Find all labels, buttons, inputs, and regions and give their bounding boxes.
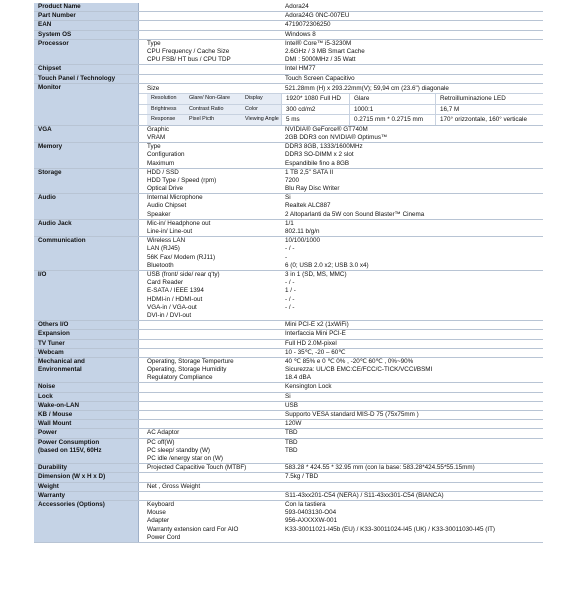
spec-row <box>34 31 543 40</box>
spec-label: Type <box>147 143 161 151</box>
spec-line <box>139 374 543 382</box>
spec-row <box>34 330 543 339</box>
spec-category: Wall Mount <box>34 420 139 428</box>
spec-value: S11-43xx201-C54 (NERA) / S11-43xx301-C54 (BIANCA) <box>285 491 444 499</box>
spec-line <box>139 143 543 151</box>
spec-values <box>139 330 543 338</box>
spec-line <box>139 383 543 391</box>
spec-table <box>34 3 543 543</box>
monitor-grid-value: Retroilluminazione LED <box>435 94 543 104</box>
spec-value: 2 Altoparlanti da 5W con Sound Blaster™ Cinema <box>285 210 425 218</box>
spec-line <box>139 40 543 48</box>
spec-values <box>139 12 543 20</box>
monitor-grid-key: Display <box>241 94 281 104</box>
spec-label: DVI-in / DVI-out <box>147 311 192 319</box>
spec-label: Type <box>147 39 161 47</box>
spec-line <box>139 304 543 312</box>
monitor-grid-key: Brightness <box>147 105 185 115</box>
spec-line <box>139 31 543 39</box>
spec-category: Chipset <box>34 65 139 73</box>
spec-label: Graphic <box>147 125 170 133</box>
spec-category: KB / Mouse <box>34 411 139 419</box>
spec-values <box>139 483 543 491</box>
spec-label: Power Cord <box>147 533 181 541</box>
spec-line <box>139 237 543 245</box>
spec-line <box>139 534 543 542</box>
spec-value: Sicurezza: UL/CB EMC:CE/FCC/C-TICK/VCCI/BSMI <box>285 366 433 374</box>
spec-value: 956-AXXXXW-001 <box>285 517 338 525</box>
monitor-grid-key: Viewing Angle <box>241 115 281 125</box>
spec-label <box>139 393 281 401</box>
spec-category: Dimension (W x H x D) <box>34 473 139 481</box>
spec-values <box>139 75 543 83</box>
spec-value: 7200 <box>285 176 300 184</box>
spec-category: Processor <box>34 40 139 65</box>
spec-line <box>139 321 543 329</box>
spec-value: - / - <box>285 295 295 303</box>
monitor-grid-key: Color <box>241 105 281 115</box>
spec-label: Net , Gross Weight <box>147 482 201 490</box>
spec-row <box>34 483 543 492</box>
spec-row <box>34 126 543 143</box>
spec-label: Optical Drive <box>147 185 184 193</box>
spec-value: Con la tastiera <box>285 501 326 509</box>
spec-row <box>34 194 543 220</box>
monitor-grid-value: 5 ms <box>281 115 349 125</box>
spec-values <box>139 21 543 29</box>
spec-value: 1 TB 2,5" SATA II <box>285 168 334 176</box>
spec-label: Warranty extension card For AIO <box>147 525 239 533</box>
spec-category: Webcam <box>34 349 139 357</box>
spec-value: - / - <box>285 279 295 287</box>
spec-line <box>139 185 543 193</box>
spec-label <box>139 420 281 428</box>
spec-line <box>139 48 543 56</box>
spec-line <box>139 21 543 29</box>
spec-label: AC Adaptor <box>147 429 180 437</box>
spec-row <box>34 12 543 21</box>
spec-line <box>139 177 543 185</box>
spec-values <box>139 126 543 142</box>
spec-line <box>139 3 543 11</box>
spec-label <box>139 473 281 481</box>
spec-line <box>139 160 543 168</box>
spec-value: 521.28mm (H) x 293.22mm(V); 59,94 cm (23.6") diagonale <box>285 84 449 92</box>
monitor-grid-key: Glare/ Non-Glare <box>185 94 241 104</box>
spec-label: CPU Frequency / Cache Size <box>147 48 230 55</box>
spec-label: Wireless LAN <box>147 237 186 245</box>
spec-value: 583.28 * 424.55 * 32.95 mm (con la base: 583.28*424.55*55.15mm) <box>285 464 475 472</box>
spec-line <box>139 169 543 177</box>
spec-line <box>139 134 543 142</box>
spec-category: Product Name <box>34 3 139 11</box>
spec-category: Part Number <box>34 12 139 20</box>
spec-line <box>139 483 543 491</box>
spec-value: Espandibile fino a 8GB <box>285 159 350 167</box>
spec-row <box>34 393 543 402</box>
spec-category: I/O <box>34 271 139 320</box>
spec-value: Kensington Lock <box>285 383 332 391</box>
spec-category: Storage <box>34 169 139 194</box>
spec-value <box>281 312 543 320</box>
spec-value: Supporto VESA standard MIS-D 75 (75x75mm ) <box>285 411 419 419</box>
spec-line <box>139 75 543 83</box>
spec-line <box>139 464 543 472</box>
spec-category: Warranty <box>34 492 139 500</box>
spec-value: DDR3 SO-DIMM x 2 slot <box>285 151 354 159</box>
spec-label <box>139 21 281 29</box>
monitor-grid-key: Response <box>147 115 185 125</box>
monitor-grid-value: 300 cd/m2 <box>281 105 349 115</box>
spec-row <box>34 40 543 66</box>
spec-value <box>281 455 543 463</box>
spec-line <box>139 262 543 270</box>
spec-line <box>139 439 543 447</box>
spec-category: Audio Jack <box>34 220 139 236</box>
spec-label: Line-in/ Line-out <box>147 228 193 236</box>
spec-row <box>34 492 543 501</box>
monitor-grid-value: 1920* 1080 Full HD <box>281 94 349 104</box>
spec-values <box>139 420 543 428</box>
monitor-grid-key: Resolution <box>147 94 185 104</box>
monitor-grid-value: 1000:1 <box>349 105 435 115</box>
spec-row <box>34 340 543 349</box>
spec-label <box>139 65 281 73</box>
spec-category: Monitor <box>34 84 139 125</box>
spec-value: Intel HM77 <box>285 65 316 73</box>
spec-values <box>139 321 543 329</box>
spec-label <box>139 3 281 11</box>
spec-category: Others I/O <box>34 321 139 329</box>
spec-line <box>139 296 543 304</box>
spec-value: Adora24 <box>285 3 309 10</box>
spec-line <box>139 411 543 419</box>
spec-value: 2.6GHz / 3 MB Smart Cache <box>285 48 365 55</box>
spec-line <box>139 473 543 481</box>
spec-row <box>34 420 543 429</box>
spec-line <box>139 420 543 428</box>
spec-line <box>139 220 543 228</box>
spec-row <box>34 349 543 358</box>
monitor-grid-value: 16,7 M <box>435 105 543 115</box>
spec-line <box>139 517 543 525</box>
spec-row <box>34 143 543 169</box>
spec-value: Touch Screen Capacitivo <box>285 74 355 82</box>
spec-value: 2GB DDR3 con NVIDIA® Optimus™ <box>285 133 388 141</box>
spec-label <box>139 75 281 83</box>
spec-label: PC idle /energy star on (W) <box>147 455 223 463</box>
monitor-grid-value: Glare <box>349 94 435 104</box>
spec-values <box>139 383 543 391</box>
spec-label: Speaker <box>147 210 171 218</box>
spec-values <box>139 143 543 168</box>
spec-label: 56K Fax/ Modem (RJ11) <box>147 253 216 261</box>
spec-label: PC off(W) <box>147 438 175 446</box>
spec-value <box>281 483 543 491</box>
spec-row <box>34 321 543 330</box>
spec-row <box>34 84 543 126</box>
spec-line <box>139 330 543 338</box>
spec-value: 40 ℃ 85% e 0 ℃ 0% , -20℃ 60℃ , 0%~90% <box>285 357 414 365</box>
spec-label: Projected Capacitive Touch (MTBF) <box>147 464 247 472</box>
spec-line <box>139 429 543 437</box>
spec-line <box>139 393 543 401</box>
spec-label: Bluetooth <box>147 261 174 269</box>
spec-label: Audio Chipset <box>147 202 187 210</box>
spec-category: Mechanical and Environmental <box>34 358 139 383</box>
spec-row <box>34 411 543 420</box>
spec-label <box>139 330 281 338</box>
monitor-grid-key: Contrast Ratio <box>185 105 241 115</box>
spec-label: VGA-in / VGA-out <box>147 303 197 311</box>
spec-values <box>139 169 543 194</box>
spec-category: Power Consumption (based on 115V, 60Hz <box>34 439 139 464</box>
spec-label <box>139 402 281 410</box>
spec-values <box>139 84 543 125</box>
spec-category: Weight <box>34 483 139 491</box>
spec-values <box>139 340 543 348</box>
spec-value: 7.5kg / TBD <box>285 473 319 481</box>
spec-value: 1/1 <box>285 219 294 227</box>
spec-value: Windows 8 <box>285 30 316 38</box>
spec-values <box>139 220 543 236</box>
spec-value: 6 (0; USB 2.0 x2; USB 3.0 x4) <box>285 261 369 269</box>
spec-category: Lock <box>34 393 139 401</box>
spec-value: TBD <box>285 446 298 454</box>
spec-label: Operating, Storage Temperture <box>147 357 234 365</box>
spec-value: Blu Ray Disc Writer <box>285 185 340 193</box>
spec-label: Configuration <box>147 151 185 159</box>
spec-category: System OS <box>34 31 139 39</box>
monitor-grid-value: 0.2715 mm * 0.2715 mm <box>349 115 435 125</box>
spec-values <box>139 501 543 542</box>
spec-value: TBD <box>285 429 298 437</box>
monitor-grid-value: 170° orizzontale, 160° verticale <box>435 115 543 125</box>
spec-values <box>139 271 543 320</box>
spec-values <box>139 393 543 401</box>
spec-line <box>139 455 543 463</box>
spec-value: 10/100/1000 <box>285 237 321 245</box>
spec-row <box>34 3 543 12</box>
spec-line <box>139 126 543 134</box>
spec-values <box>139 3 543 11</box>
spec-value: Mini PCI-E x2 (1xWiFi) <box>285 321 349 329</box>
spec-value: K33-30011021-I45b (EU) / K33-30011024-I45 (UK) / K33-30011030-I45 (IT) <box>285 525 496 533</box>
spec-value: TBD <box>285 438 298 446</box>
spec-category: Touch Panel / Technology <box>34 75 139 83</box>
spec-values <box>139 439 543 464</box>
spec-row <box>34 21 543 30</box>
spec-values <box>139 40 543 65</box>
spec-values <box>139 492 543 500</box>
spec-value: Realtek ALC887 <box>285 202 331 210</box>
spec-line <box>139 211 543 219</box>
spec-line <box>139 358 543 366</box>
spec-line <box>139 279 543 287</box>
spec-label: HDD / SSD <box>147 168 179 176</box>
spec-label: Card Reader <box>147 279 184 287</box>
spec-value: - / - <box>285 245 295 253</box>
spec-value: 593-0403130-O04 <box>285 509 337 517</box>
spec-value: - / - <box>285 303 295 311</box>
spec-values <box>139 237 543 270</box>
spec-label <box>139 349 281 357</box>
spec-label: HDMI-in / HDMI-out <box>147 295 203 303</box>
spec-value <box>281 534 543 542</box>
spec-value: Full HD 2.0M-pixel <box>285 339 337 347</box>
spec-label: USB (front/ side/ rear q'ty) <box>147 270 220 278</box>
spec-value: Interfaccia Mini PCI-E <box>285 330 346 338</box>
spec-line <box>139 194 543 202</box>
spec-values <box>139 464 543 472</box>
monitor-grid-row <box>139 93 543 104</box>
spec-label: Internal Microphone <box>147 194 203 202</box>
monitor-grid-row <box>139 114 543 125</box>
spec-category: Communication <box>34 237 139 270</box>
spec-label: VRAM <box>147 133 166 141</box>
spec-label <box>139 383 281 391</box>
spec-label: CPU FSB/ HT bus / CPU TDP <box>147 56 231 64</box>
spec-values <box>139 31 543 39</box>
spec-row <box>34 358 543 384</box>
spec-row <box>34 464 543 473</box>
spec-line <box>139 349 543 357</box>
spec-row <box>34 237 543 271</box>
monitor-grid-key: Pixel Picth <box>185 115 241 125</box>
spec-values <box>139 194 543 219</box>
spec-value: 3 in 1 (SD, MS, MMC) <box>285 270 347 278</box>
spec-values <box>139 402 543 410</box>
spec-label: E-SATA / IEEE 1394 <box>147 287 204 295</box>
spec-value: NVIDIA® GeForce® GT740M <box>285 125 368 133</box>
spec-label <box>139 12 281 20</box>
spec-row <box>34 439 543 465</box>
spec-line <box>139 12 543 20</box>
spec-line <box>139 340 543 348</box>
spec-category: Durability <box>34 464 139 472</box>
spec-values <box>139 349 543 357</box>
spec-category: VGA <box>34 126 139 142</box>
spec-value: Intel® Core™ i5-3230M <box>285 39 352 47</box>
spec-category: Noise <box>34 383 139 391</box>
spec-values <box>139 411 543 419</box>
spec-line <box>139 501 543 509</box>
spec-values <box>139 429 543 437</box>
spec-value: 120W <box>285 420 302 428</box>
spec-line <box>139 492 543 500</box>
spec-row <box>34 65 543 74</box>
spec-value: DDR3 8GB, 1333/1600MHz <box>285 143 363 151</box>
spec-line <box>139 287 543 295</box>
spec-category: Accessories (Options) <box>34 501 139 542</box>
spec-line <box>139 312 543 320</box>
spec-line <box>139 56 543 64</box>
spec-label: LAN (RJ45) <box>147 245 180 253</box>
spec-values <box>139 358 543 383</box>
spec-row <box>34 271 543 321</box>
spec-value: USB <box>285 401 298 409</box>
spec-row <box>34 75 543 84</box>
spec-label: Mic-in/ Headphone out <box>147 219 211 227</box>
spec-category: TV Tuner <box>34 340 139 348</box>
spec-row <box>34 169 543 195</box>
spec-row <box>34 402 543 411</box>
spec-value: Adora24G 0NC-007EU <box>285 12 350 20</box>
spec-category: Expansion <box>34 330 139 338</box>
spec-line <box>139 447 543 455</box>
spec-row <box>34 501 543 543</box>
spec-value: 18.4 dBA <box>285 374 311 382</box>
spec-category: Power <box>34 429 139 437</box>
spec-label <box>139 340 281 348</box>
spec-value: - <box>285 253 288 261</box>
spec-row <box>34 220 543 237</box>
spec-line <box>139 151 543 159</box>
spec-label: Mouse <box>147 509 166 517</box>
spec-line <box>139 245 543 253</box>
spec-label: Keyboard <box>147 501 174 509</box>
spec-values <box>139 473 543 481</box>
spec-values <box>139 65 543 73</box>
spec-line <box>139 526 543 534</box>
spec-value: DMI : 5000MHz / 35 Watt <box>285 56 356 64</box>
spec-label <box>139 411 281 419</box>
monitor-size-line <box>139 84 543 94</box>
spec-label: Adapter <box>147 517 170 525</box>
spec-label: PC sleep/ standby (W) <box>147 446 210 454</box>
spec-row <box>34 429 543 438</box>
spec-label: HDD Type / Speed (rpm) <box>147 176 217 184</box>
spec-row <box>34 473 543 482</box>
spec-value: 802.11 b/g/n <box>285 228 320 236</box>
spec-category: EAN <box>34 21 139 29</box>
spec-line <box>139 509 543 517</box>
spec-line <box>139 366 543 374</box>
spec-label: Size <box>147 84 160 92</box>
spec-line <box>139 271 543 279</box>
spec-label <box>139 321 281 329</box>
spec-category: Memory <box>34 143 139 168</box>
spec-label: Maximum <box>147 159 175 167</box>
spec-value: Si <box>285 392 291 400</box>
spec-label: Regulatory Compliance <box>147 374 213 382</box>
spec-label <box>139 31 281 39</box>
spec-line <box>139 202 543 210</box>
spec-label <box>139 492 281 500</box>
spec-value: 4719072306250 <box>285 21 331 29</box>
spec-line <box>139 254 543 262</box>
spec-line <box>139 65 543 73</box>
spec-value: 1 / - <box>285 287 296 295</box>
spec-label: Operating, Storage Humidity <box>147 366 227 374</box>
spec-category: Audio <box>34 194 139 219</box>
spec-category: Wake-on-LAN <box>34 402 139 410</box>
spec-row <box>34 383 543 392</box>
spec-value: 10 - 35℃, -20 – 60℃ <box>285 348 346 356</box>
spec-line <box>139 228 543 236</box>
spec-value: Si <box>285 194 291 202</box>
monitor-grid-row <box>139 104 543 115</box>
spec-line <box>139 402 543 410</box>
